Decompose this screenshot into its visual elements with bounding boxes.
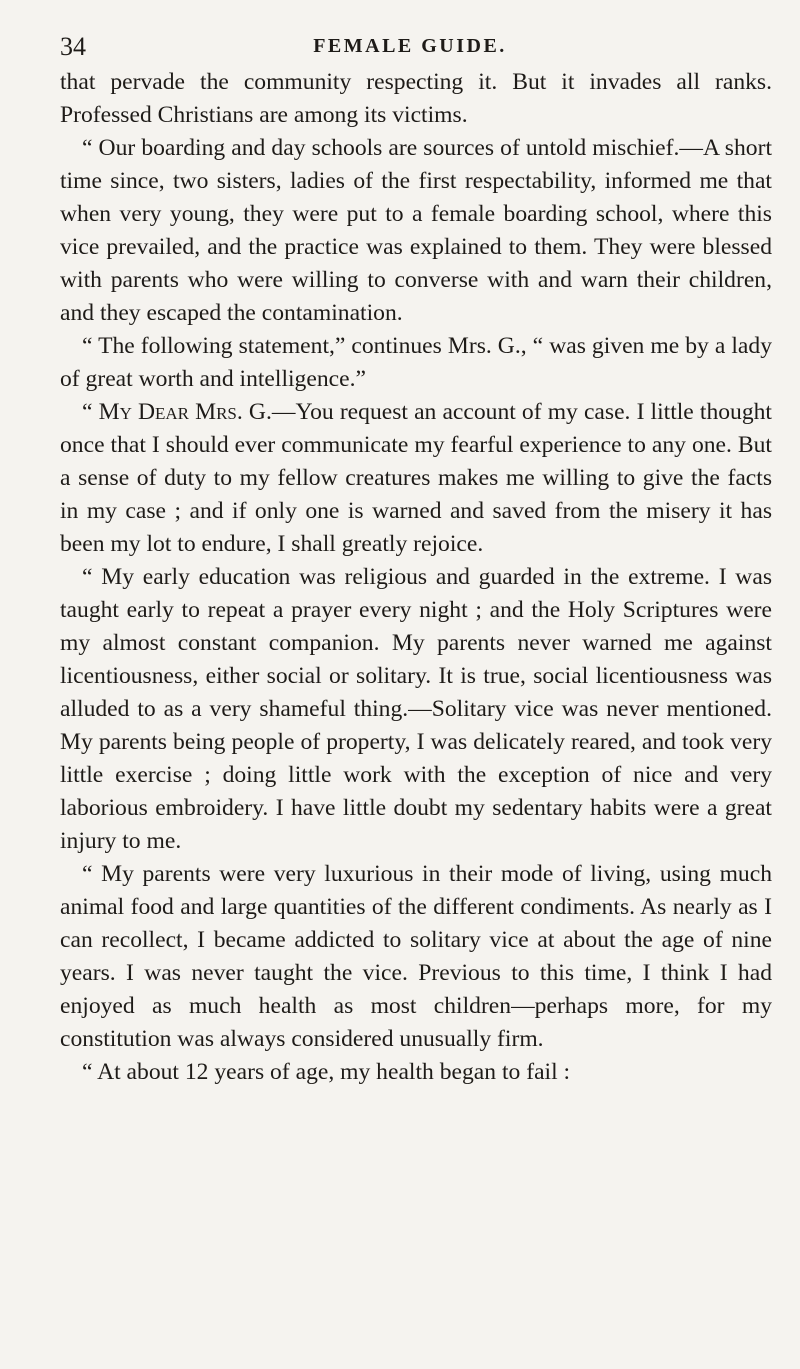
letter-opening-text: —You request an account of my case. I little thought once that I should ever communicate my fearful experience to any one. But a sense of duty to my fellow creatures makes me willing to give the facts in my case ; and if only one is warned and saved from the misery it has been my lot to endure, I shall greatly rejoice. — [60, 399, 772, 557]
paragraph-parents-living: “ My parents were very luxurious in their mode of living, using much animal food and large quantities of the different condiments. As nearly as I can recollect, I became addicted to solitary vice at about the age of nine years. I was never taught the vice. Previous to this time, I think I had enjoyed as much health as most children—perhaps more, for my constitution was always considered unusually firm. — [60, 861, 772, 1052]
paragraph-continuation: that pervade the community respecting it. But it invades all ranks. Professed Christians are among its victims. — [60, 69, 772, 128]
opening-quote: “ — [82, 399, 99, 425]
running-head: FEMALE GUIDE. — [313, 35, 507, 57]
paragraph-health-fail: “ At about 12 years of age, my health began to fail : — [82, 1059, 571, 1085]
page-header — [60, 22, 760, 62]
letter-salutation: My Dear Mrs. G. — [98, 399, 272, 425]
paragraph-boarding-schools: “ Our boarding and day schools are sources of untold mischief.—A short time since, two sisters, ladies of the first respectability, informed me that when very young, they were put to a female boarding school, where this vice prevailed, and the practice was explained to them. They were blessed with parents who were willing to converse with and warn their children, and they escaped the contamination. — [60, 135, 772, 326]
paragraph-letter-salutation — [60, 396, 772, 561]
body-text — [60, 66, 772, 1089]
page-number: 34 — [60, 32, 86, 61]
paragraph-early-education: “ My early education was religious and guarded in the extreme. I was taught early to repeat a prayer every night ; and the Holy Scriptures were my almost constant companion. My parents never warned me against licentiousness, either social or solitary. It is true, social licentiousness was alluded to as a very shameful thing.—Solitary vice was never mentioned. My parents being people of property, I was delicately reared, and took very little exercise ; doing little work with the exception of nice and very laborious embroidery. I have little doubt my sedentary habits were a great injury to me. — [60, 564, 772, 854]
paragraph-statement-intro: “ The following statement,” continues Mrs. G., “ was given me by a lady of great worth and intelligence.” — [60, 333, 772, 392]
